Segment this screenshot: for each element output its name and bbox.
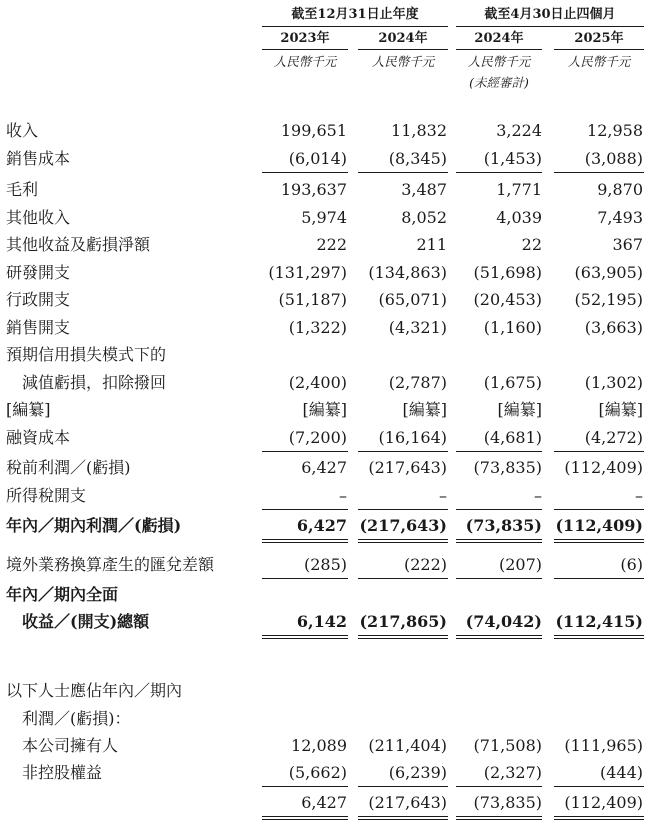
row-label-profit-for-period: 年內／期內利潤／(虧損) <box>6 516 182 535</box>
total-rule <box>456 539 542 540</box>
period-group-interim: 截至4月30日止四個月 <box>484 7 616 22</box>
total-rule <box>456 638 542 639</box>
year-rule <box>358 49 448 50</box>
year-rule <box>554 49 644 50</box>
cell: (1,453) <box>483 149 542 168</box>
cell: 6,142 <box>296 612 347 631</box>
cell: (8,345) <box>388 149 447 168</box>
subtotal-rule <box>262 451 348 452</box>
row-label-total-comprehensive-cont: 收益／(開支)總額 <box>22 612 150 631</box>
cell: 12,958 <box>587 121 643 140</box>
cell: [編纂] <box>497 400 542 419</box>
year-2024: 2024年 <box>378 31 428 46</box>
total-rule <box>554 816 644 817</box>
total-rule <box>456 635 542 636</box>
cell: [編纂] <box>302 400 347 419</box>
cell: 7,493 <box>597 208 643 227</box>
cell: (73,835) <box>465 516 542 535</box>
cell: 6,427 <box>301 458 347 477</box>
year-2025-interim: 2025年 <box>574 31 624 46</box>
cell: (217,643) <box>368 458 447 477</box>
cell: 8,052 <box>401 208 447 227</box>
cell: 3,487 <box>401 180 447 199</box>
subtotal-rule <box>456 451 542 452</box>
cell: 1,771 <box>496 180 542 199</box>
cell: (112,415) <box>555 612 643 631</box>
cell: (63,905) <box>574 263 643 282</box>
cell: 5,974 <box>301 208 347 227</box>
year-rule <box>262 49 348 50</box>
subtotal-rule <box>262 786 348 787</box>
total-rule <box>456 819 542 820</box>
total-rule <box>554 635 644 636</box>
subtotal-rule <box>554 172 644 173</box>
subtotal-rule <box>358 451 448 452</box>
row-label-revenue: 收入 <box>6 121 39 140</box>
cell: 6,427 <box>296 516 347 535</box>
cell: (285) <box>303 555 347 574</box>
row-label-fx-differences: 境外業務換算產生的匯兌差額 <box>6 555 215 574</box>
cell: (3,088) <box>584 149 643 168</box>
cell: (71,508) <box>473 736 542 755</box>
row-label-admin: 行政開支 <box>6 290 71 309</box>
cell: (217,643) <box>359 516 447 535</box>
unit-label: 人民幣千元 <box>467 54 531 69</box>
header-rule-annual <box>262 26 448 27</box>
unaudited-note: (未經審計) <box>469 75 529 90</box>
cell: (1,675) <box>483 373 542 392</box>
cell: [編纂] <box>402 400 447 419</box>
cell: (65,071) <box>378 290 447 309</box>
cell: (2,400) <box>288 373 347 392</box>
subtotal-rule <box>358 172 448 173</box>
cell: (4,272) <box>584 428 643 447</box>
row-label-redacted: [編纂] <box>6 400 51 419</box>
row-label-rnd: 研發開支 <box>6 263 71 282</box>
row-label-total-comprehensive: 年內／期內全面 <box>6 585 119 604</box>
cell: (2,327) <box>483 763 542 782</box>
cell: (112,409) <box>564 458 643 477</box>
cell: (111,965) <box>564 736 643 755</box>
subtotal-rule <box>554 509 644 510</box>
period-group-annual: 截至12月31日止年度 <box>291 7 419 22</box>
cell: [編纂] <box>598 400 643 419</box>
cell: 367 <box>612 235 643 254</box>
row-label-other-income: 其他收入 <box>6 208 71 227</box>
subtotal-rule <box>456 786 542 787</box>
subtotal-rule <box>358 578 448 579</box>
row-label-pretax: 稅前利潤／(虧損) <box>6 458 131 477</box>
cell: 11,832 <box>391 121 447 140</box>
cell: (52,195) <box>574 290 643 309</box>
row-label-attributable: 以下人士應佔年內／期內 <box>6 681 183 700</box>
cell: (16,164) <box>378 428 447 447</box>
cell: (4,321) <box>388 318 447 337</box>
row-label-finance-costs: 融資成本 <box>6 428 71 447</box>
row-label-attributable-cont: 利潤／(虧損)： <box>22 709 131 728</box>
cell: (74,042) <box>465 612 542 631</box>
unit-label: 人民幣千元 <box>567 54 631 69</box>
total-rule <box>456 816 542 817</box>
subtotal-rule <box>554 578 644 579</box>
subtotal-rule <box>358 786 448 787</box>
cell: (5,662) <box>288 763 347 782</box>
total-rule <box>358 635 448 636</box>
cell: 193,637 <box>280 180 347 199</box>
cell: 22 <box>521 235 542 254</box>
row-label-impairment: 減值虧損，扣除撥回 <box>22 373 167 392</box>
cell: (3,663) <box>584 318 643 337</box>
subtotal-rule <box>554 786 644 787</box>
total-rule <box>262 638 348 639</box>
row-label-cost-of-sales: 銷售成本 <box>6 149 71 168</box>
cell: – <box>534 486 542 505</box>
cell: (51,187) <box>278 290 347 309</box>
total-rule <box>554 638 644 639</box>
total-rule <box>554 539 644 540</box>
row-label-gross-profit: 毛利 <box>6 180 39 199</box>
total-rule <box>262 539 348 540</box>
cell: (6) <box>620 555 643 574</box>
row-label-owners: 本公司擁有人 <box>22 736 119 755</box>
cell: – <box>439 486 447 505</box>
cell: 3,224 <box>496 121 542 140</box>
total-rule <box>456 542 542 543</box>
total-rule <box>262 816 348 817</box>
subtotal-rule <box>262 509 348 510</box>
total-rule <box>554 542 644 543</box>
total-rule <box>262 542 348 543</box>
cell: (1,160) <box>483 318 542 337</box>
total-rule <box>262 819 348 820</box>
cell: (134,863) <box>368 263 447 282</box>
total-rule <box>358 816 448 817</box>
row-label-nci: 非控股權益 <box>22 763 103 782</box>
subtotal-rule <box>456 578 542 579</box>
total-rule <box>358 819 448 820</box>
unit-label: 人民幣千元 <box>273 54 337 69</box>
cell: (20,453) <box>473 290 542 309</box>
total-rule <box>358 542 448 543</box>
cell: (6,014) <box>288 149 347 168</box>
cell: (4,681) <box>483 428 542 447</box>
cell: (207) <box>498 555 542 574</box>
total-rule <box>358 638 448 639</box>
subtotal-rule <box>554 451 644 452</box>
cell: 12,089 <box>291 736 347 755</box>
cell: – <box>635 486 643 505</box>
cell: 9,870 <box>597 180 643 199</box>
cell: 222 <box>316 235 347 254</box>
total-rule <box>358 539 448 540</box>
row-label-ecl-model: 預期信用損失模式下的 <box>6 345 167 364</box>
cell: (444) <box>599 763 643 782</box>
row-label-income-tax: 所得稅開支 <box>6 486 87 505</box>
year-2024-interim: 2024年 <box>474 31 524 46</box>
subtotal-rule <box>262 172 348 173</box>
unit-label: 人民幣千元 <box>371 54 435 69</box>
cell: (112,409) <box>555 516 643 535</box>
cell: (2,787) <box>388 373 447 392</box>
subtotal-rule <box>456 509 542 510</box>
cell: 211 <box>416 235 447 254</box>
subtotal-rule <box>358 509 448 510</box>
cell: (1,322) <box>288 318 347 337</box>
cell: 4,039 <box>496 208 542 227</box>
subtotal-rule <box>456 172 542 173</box>
cell: (7,200) <box>288 428 347 447</box>
cell: 6,427 <box>301 793 347 812</box>
cell: (73,835) <box>473 793 542 812</box>
year-2023: 2023年 <box>280 31 330 46</box>
cell: (51,698) <box>473 263 542 282</box>
cell: (1,302) <box>584 373 643 392</box>
cell: (6,239) <box>388 763 447 782</box>
header-rule-interim <box>456 26 644 27</box>
cell: (217,643) <box>368 793 447 812</box>
year-rule <box>456 49 542 50</box>
cell: 199,651 <box>280 121 347 140</box>
subtotal-rule <box>262 578 348 579</box>
cell: (112,409) <box>564 793 643 812</box>
row-label-selling: 銷售開支 <box>6 318 71 337</box>
cell: (73,835) <box>473 458 542 477</box>
cell: (131,297) <box>268 263 347 282</box>
cell: (211,404) <box>368 736 447 755</box>
cell: (222) <box>403 555 447 574</box>
total-rule <box>554 819 644 820</box>
cell: – <box>339 486 347 505</box>
row-label-other-gains: 其他收益及虧損淨額 <box>6 235 151 254</box>
total-rule <box>262 635 348 636</box>
cell: (217,865) <box>359 612 447 631</box>
